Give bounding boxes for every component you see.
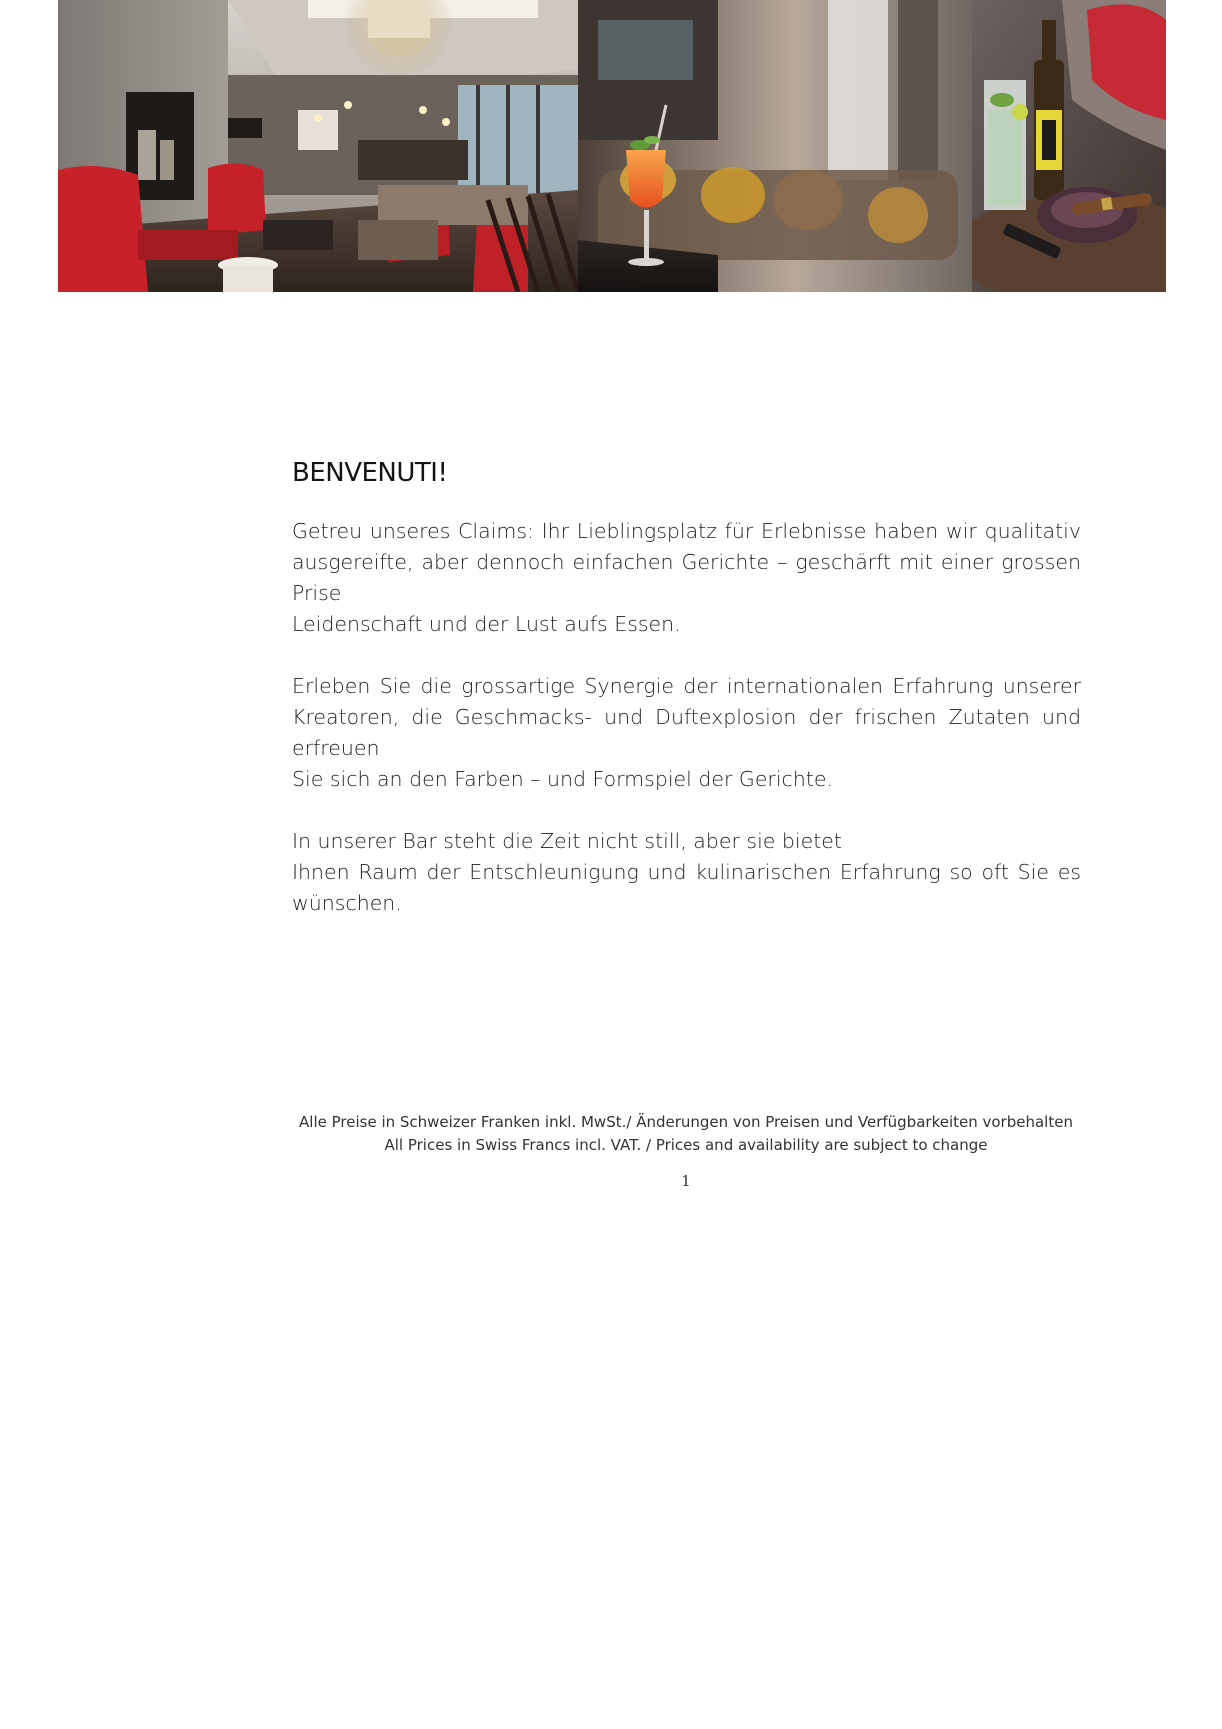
lounge-bar-interior-photo [58, 0, 578, 292]
paragraph-line: Leidenschaft und der Lust aufs Essen. [292, 612, 681, 636]
header-photo-banner [58, 0, 1166, 292]
intro-paragraph [292, 516, 1081, 640]
page-title: BENVENUTI! [292, 458, 448, 488]
paragraph-line: Erleben Sie die grossartige Synergie der internationalen Erfahrung unserer [292, 674, 1081, 698]
paragraph-line: Ihnen Raum der Entschleunigung und kulinarischen Erfahrung so oft Sie es [292, 860, 1081, 884]
welcome-section [292, 458, 1081, 950]
page-number: 1 [681, 1172, 691, 1190]
paragraph-line: Sie sich an den Farben – und Formspiel der Gerichte. [292, 767, 833, 791]
paragraph-line: wünschen. [292, 891, 402, 915]
paragraph-line: In unserer Bar steht die Zeit nicht still, aber sie bietet [292, 829, 842, 853]
paragraph-line: ausgereifte, aber dennoch einfachen Gerichte – geschärft mit einer grossen Prise [292, 550, 1081, 605]
price-disclaimer-english: All Prices in Swiss Francs incl. VAT. / Prices and availability are subject to change [384, 1136, 988, 1154]
drink-and-cigar-photo [972, 0, 1166, 292]
price-disclaimer-german: Alle Preise in Schweizer Franken inkl. MwSt./ Änderungen von Preisen und Verfügbarkeiten vorbehalten [299, 1113, 1073, 1131]
paragraph-line: Getreu unseres Claims: Ihr Lieblingsplatz für Erlebnisse haben wir qualitativ [292, 519, 1081, 543]
price-disclaimer [0, 1111, 1222, 1157]
synergy-paragraph [292, 671, 1081, 795]
bar-paragraph [292, 826, 1081, 919]
orange-cocktail-photo [578, 0, 972, 292]
paragraph-line: Kreatoren, die Geschmacks- und Duftexplosion der frischen Zutaten und erfreuen [292, 705, 1081, 760]
